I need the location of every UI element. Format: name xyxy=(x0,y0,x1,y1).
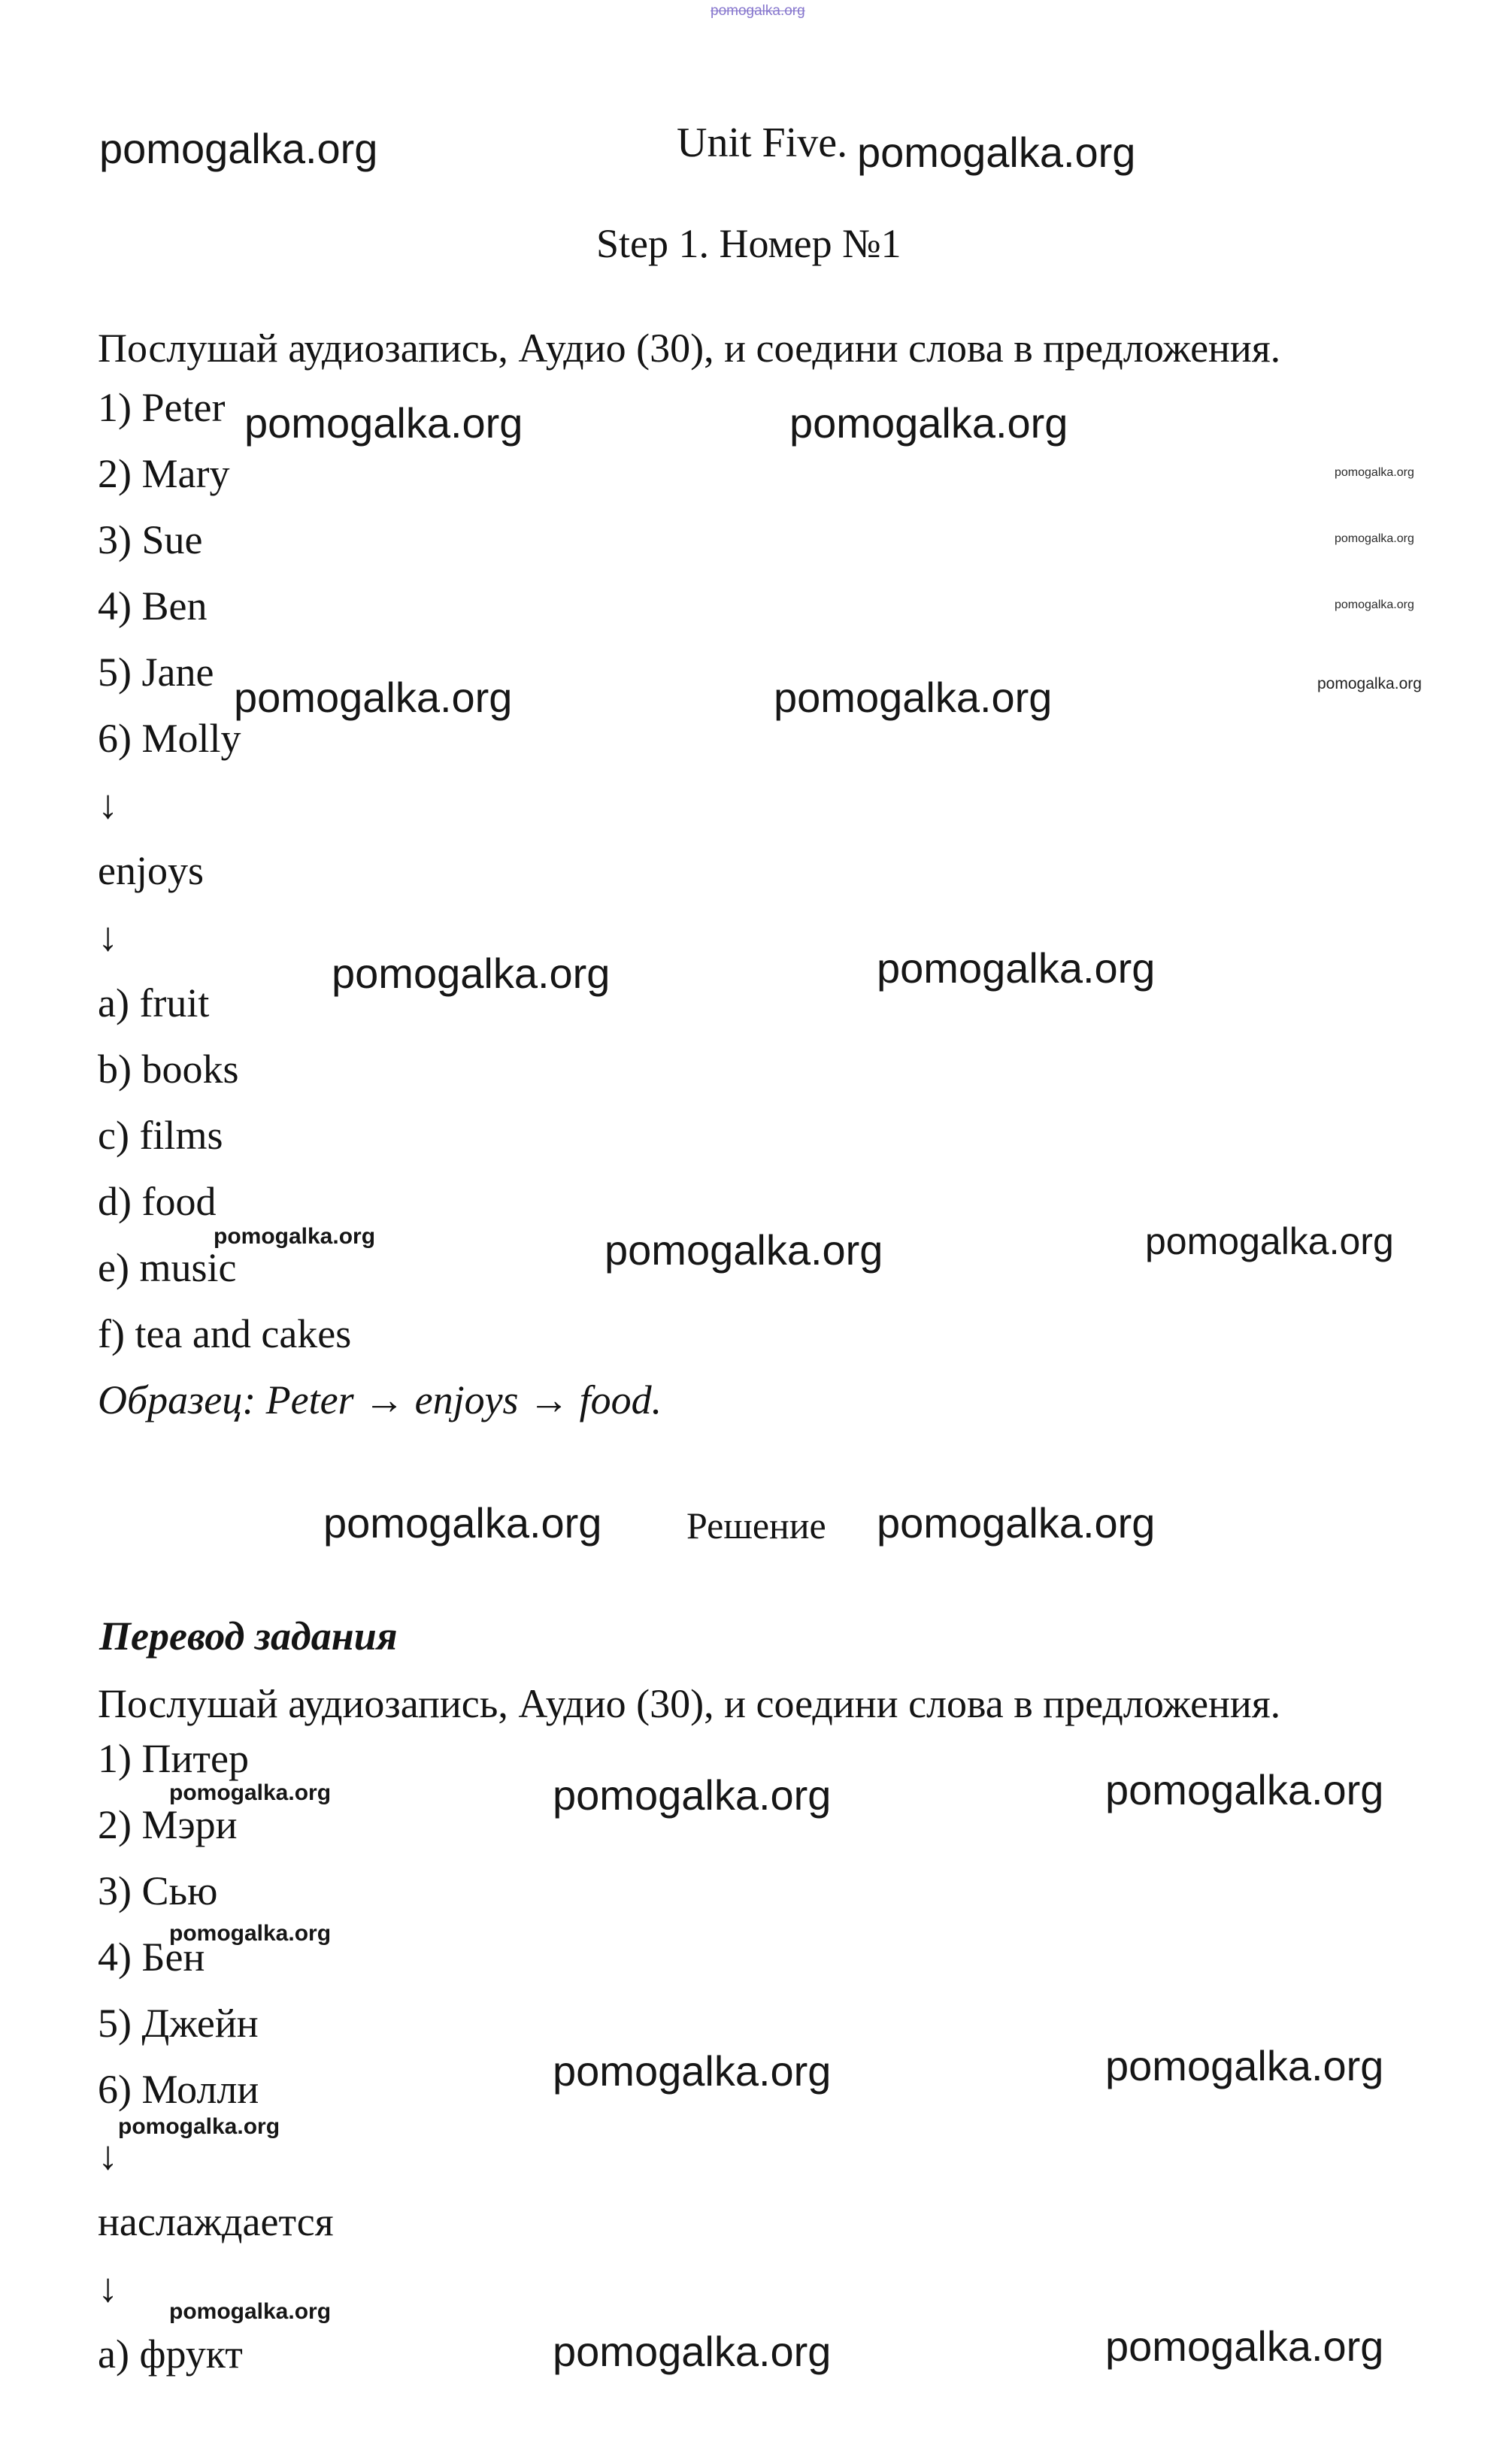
pomogalka-watermark: pomogalka.org xyxy=(1335,532,1414,545)
solution-heading: Решение xyxy=(686,1504,826,1547)
step-title: Step 1. Номер №1 xyxy=(596,221,901,266)
name-item: 6) Молли xyxy=(98,2067,259,2112)
option-item: c) films xyxy=(98,1113,223,1158)
pomogalka-watermark: pomogalka.org xyxy=(553,2047,832,2095)
translation-instruction: Послушай аудиозапись, Аудио (30), и соедини слова в предложения. xyxy=(98,1681,1281,1726)
option-item: d) food xyxy=(98,1179,217,1224)
pomogalka-watermark: pomogalka.org xyxy=(774,674,1053,721)
translation-list xyxy=(98,1725,334,2387)
arrow-down: ↓ xyxy=(98,782,118,827)
name-item: 5) Jane xyxy=(98,650,214,695)
pomogalka-watermark: pomogalka.org xyxy=(1105,2042,1384,2089)
pomogalka-watermark: pomogalka.org xyxy=(118,2114,280,2139)
pomogalka-watermark: pomogalka.org xyxy=(1105,1766,1384,1813)
option-item: b) books xyxy=(98,1047,239,1092)
pomogalka-watermark: pomogalka.org xyxy=(789,399,1068,447)
name-item: 2) Мэри xyxy=(98,1802,238,1847)
pomogalka-watermark: pomogalka.org xyxy=(711,3,805,19)
verb-enjoys: enjoys xyxy=(98,848,204,893)
pomogalka-watermark: pomogalka.org xyxy=(214,1224,376,1249)
pomogalka-watermark: pomogalka.org xyxy=(877,944,1156,992)
pomogalka-watermark: pomogalka.org xyxy=(323,1499,602,1547)
pomogalka-watermark: pomogalka.org xyxy=(604,1226,883,1274)
pomogalka-watermark: pomogalka.org xyxy=(1317,675,1422,692)
pomogalka-watermark: pomogalka.org xyxy=(169,2299,332,2324)
task-list xyxy=(98,374,662,1433)
pomogalka-watermark: pomogalka.org xyxy=(1335,598,1414,611)
option-item: a) fruit xyxy=(98,980,210,1026)
pomogalka-watermark: pomogalka.org xyxy=(1335,466,1414,479)
unit-title: Unit Five. xyxy=(677,120,848,166)
name-item: 4) Ben xyxy=(98,583,208,629)
arrow-down: ↓ xyxy=(98,2265,118,2310)
verb-translation: наслаждается xyxy=(98,2199,334,2244)
pomogalka-watermark: pomogalka.org xyxy=(877,1499,1156,1547)
pomogalka-watermark: pomogalka.org xyxy=(169,1780,332,1805)
pomogalka-watermark: pomogalka.org xyxy=(857,129,1136,176)
name-item: 3) Сью xyxy=(98,1868,218,1913)
option-item: а) фрукт xyxy=(98,2331,243,2377)
name-item: 4) Бен xyxy=(98,1934,205,1980)
task-instruction: Послушай аудиозапись, Аудио (30), и соедини слова в предложения. xyxy=(98,326,1281,371)
pomogalka-watermark: pomogalka.org xyxy=(169,1921,332,1946)
pomogalka-watermark: pomogalka.org xyxy=(234,674,513,721)
pomogalka-watermark: pomogalka.org xyxy=(244,399,523,447)
arrow-down: ↓ xyxy=(98,2133,118,2178)
pomogalka-watermark: pomogalka.org xyxy=(332,950,611,997)
name-item: 1) Peter xyxy=(98,385,226,430)
pomogalka-watermark: pomogalka.org xyxy=(553,1771,832,1819)
name-item: 6) Molly xyxy=(98,716,241,761)
name-item: 1) Питер xyxy=(98,1736,249,1781)
option-item: f) tea and cakes xyxy=(98,1311,352,1356)
option-item: e) music xyxy=(98,1245,237,1290)
pomogalka-watermark: pomogalka.org xyxy=(99,125,378,172)
pomogalka-watermark: pomogalka.org xyxy=(1145,1220,1394,1262)
name-item: 3) Sue xyxy=(98,517,203,562)
translation-heading: Перевод задания xyxy=(99,1613,398,1659)
pomogalka-watermark: pomogalka.org xyxy=(553,2328,832,2375)
pomogalka-watermark: pomogalka.org xyxy=(1105,2322,1384,2370)
name-item: 2) Mary xyxy=(98,451,230,496)
example-line: Образец: Peter → enjoys → food. xyxy=(98,1377,662,1422)
arrow-down: ↓ xyxy=(98,914,118,959)
name-item: 5) Джейн xyxy=(98,2001,259,2046)
